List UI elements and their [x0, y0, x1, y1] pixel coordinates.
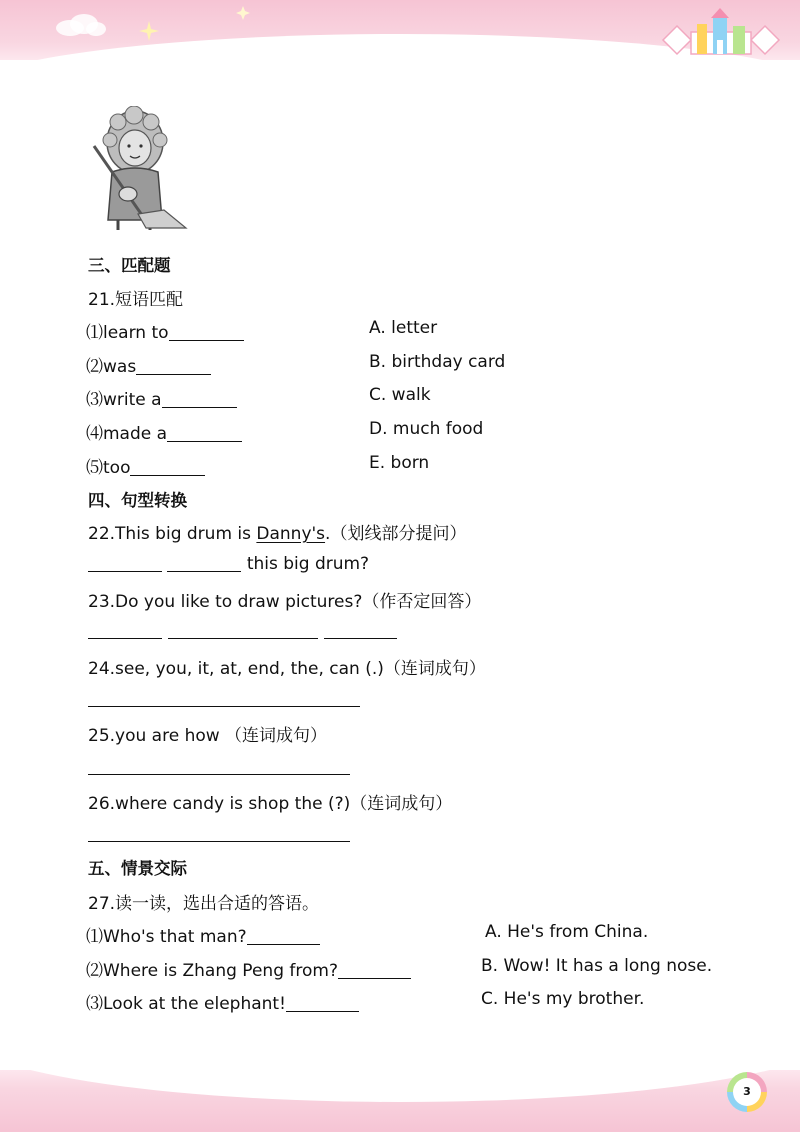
q26-question: 26.where candy is shop the (?)（连词成句）	[88, 794, 453, 814]
q27-row-2	[86, 956, 411, 981]
q27-option: C. He's my brother.	[481, 989, 645, 1009]
q21-option: E. born	[369, 453, 430, 473]
q21-title: 21.短语匹配	[88, 290, 184, 310]
answer-blank[interactable]	[324, 638, 397, 639]
answer-blank[interactable]	[168, 638, 318, 639]
answer-blank[interactable]	[169, 322, 244, 341]
q21-row-5	[86, 453, 205, 478]
q27-option: B. Wow! It has a long nose.	[481, 956, 713, 976]
answer-blank[interactable]	[88, 774, 350, 775]
answer-blank[interactable]	[136, 356, 211, 375]
q27-item-left: ⑶Look at the elephant!	[86, 994, 286, 1014]
q22-prefix: 22.This big drum is	[88, 524, 257, 544]
q21-item-left: ⑸too	[86, 458, 131, 478]
answer-blank[interactable]	[88, 841, 350, 842]
q27-row-1	[86, 922, 320, 947]
section-5-heading: 五、情景交际	[88, 859, 187, 878]
q21-row-4	[86, 419, 242, 444]
q21-row-2	[86, 352, 211, 377]
q25-question: 25.you are how （连词成句）	[88, 726, 328, 746]
answer-blank[interactable]	[338, 960, 411, 979]
q21-item-left: ⑶write a	[86, 390, 162, 410]
q27-item-left: ⑵Where is Zhang Peng from?	[86, 961, 338, 981]
cloud-icon	[50, 10, 110, 40]
section-3-heading: 三、匹配题	[88, 256, 171, 275]
page-number: 3	[733, 1078, 761, 1106]
q22-question	[88, 519, 466, 544]
q22-answer-tail: this big drum?	[246, 554, 370, 574]
star-icon	[236, 6, 250, 20]
q21-option: C. walk	[369, 385, 431, 405]
answer-blank[interactable]	[167, 553, 241, 572]
q21-item-left: ⑵was	[86, 357, 137, 377]
q21-item-left: ⑷made a	[86, 424, 168, 444]
q22-underlined-word: Danny's	[256, 524, 326, 544]
school-building-logo-icon	[655, 4, 785, 60]
answer-blank[interactable]	[167, 423, 242, 442]
q27-title: 27.读一读，选出合适的答语。	[88, 894, 320, 914]
q21-option: D. much food	[369, 419, 484, 439]
section-4-heading: 四、句型转换	[88, 491, 187, 510]
q23-question: 23.Do you like to draw pictures?（作否定回答）	[88, 592, 482, 612]
q21-option: A. letter	[369, 318, 438, 338]
q21-item-left: ⑴learn to	[86, 323, 169, 343]
answer-blank[interactable]	[88, 638, 162, 639]
answer-blank[interactable]	[286, 993, 359, 1012]
q27-item-left: ⑴Who's that man?	[86, 927, 247, 947]
woman-sweeping-illustration	[88, 106, 192, 232]
answer-blank[interactable]	[88, 553, 162, 572]
page-number-badge	[727, 1072, 767, 1112]
q27-option: A. He's from China.	[485, 922, 649, 942]
sparkle-icon	[138, 20, 160, 42]
q22-suffix: .（划线部分提问）	[325, 524, 467, 544]
q21-row-3	[86, 385, 237, 410]
q21-option: B. birthday card	[369, 352, 506, 372]
answer-blank[interactable]	[162, 389, 237, 408]
answer-blank[interactable]	[88, 706, 360, 707]
q21-row-1	[86, 318, 244, 343]
q22-answer-line	[88, 553, 369, 574]
q24-question: 24.see, you, it, at, end, the, can (.)（连词成句）	[88, 659, 486, 679]
q27-row-3	[86, 989, 359, 1014]
answer-blank[interactable]	[247, 926, 320, 945]
answer-blank[interactable]	[130, 457, 205, 476]
